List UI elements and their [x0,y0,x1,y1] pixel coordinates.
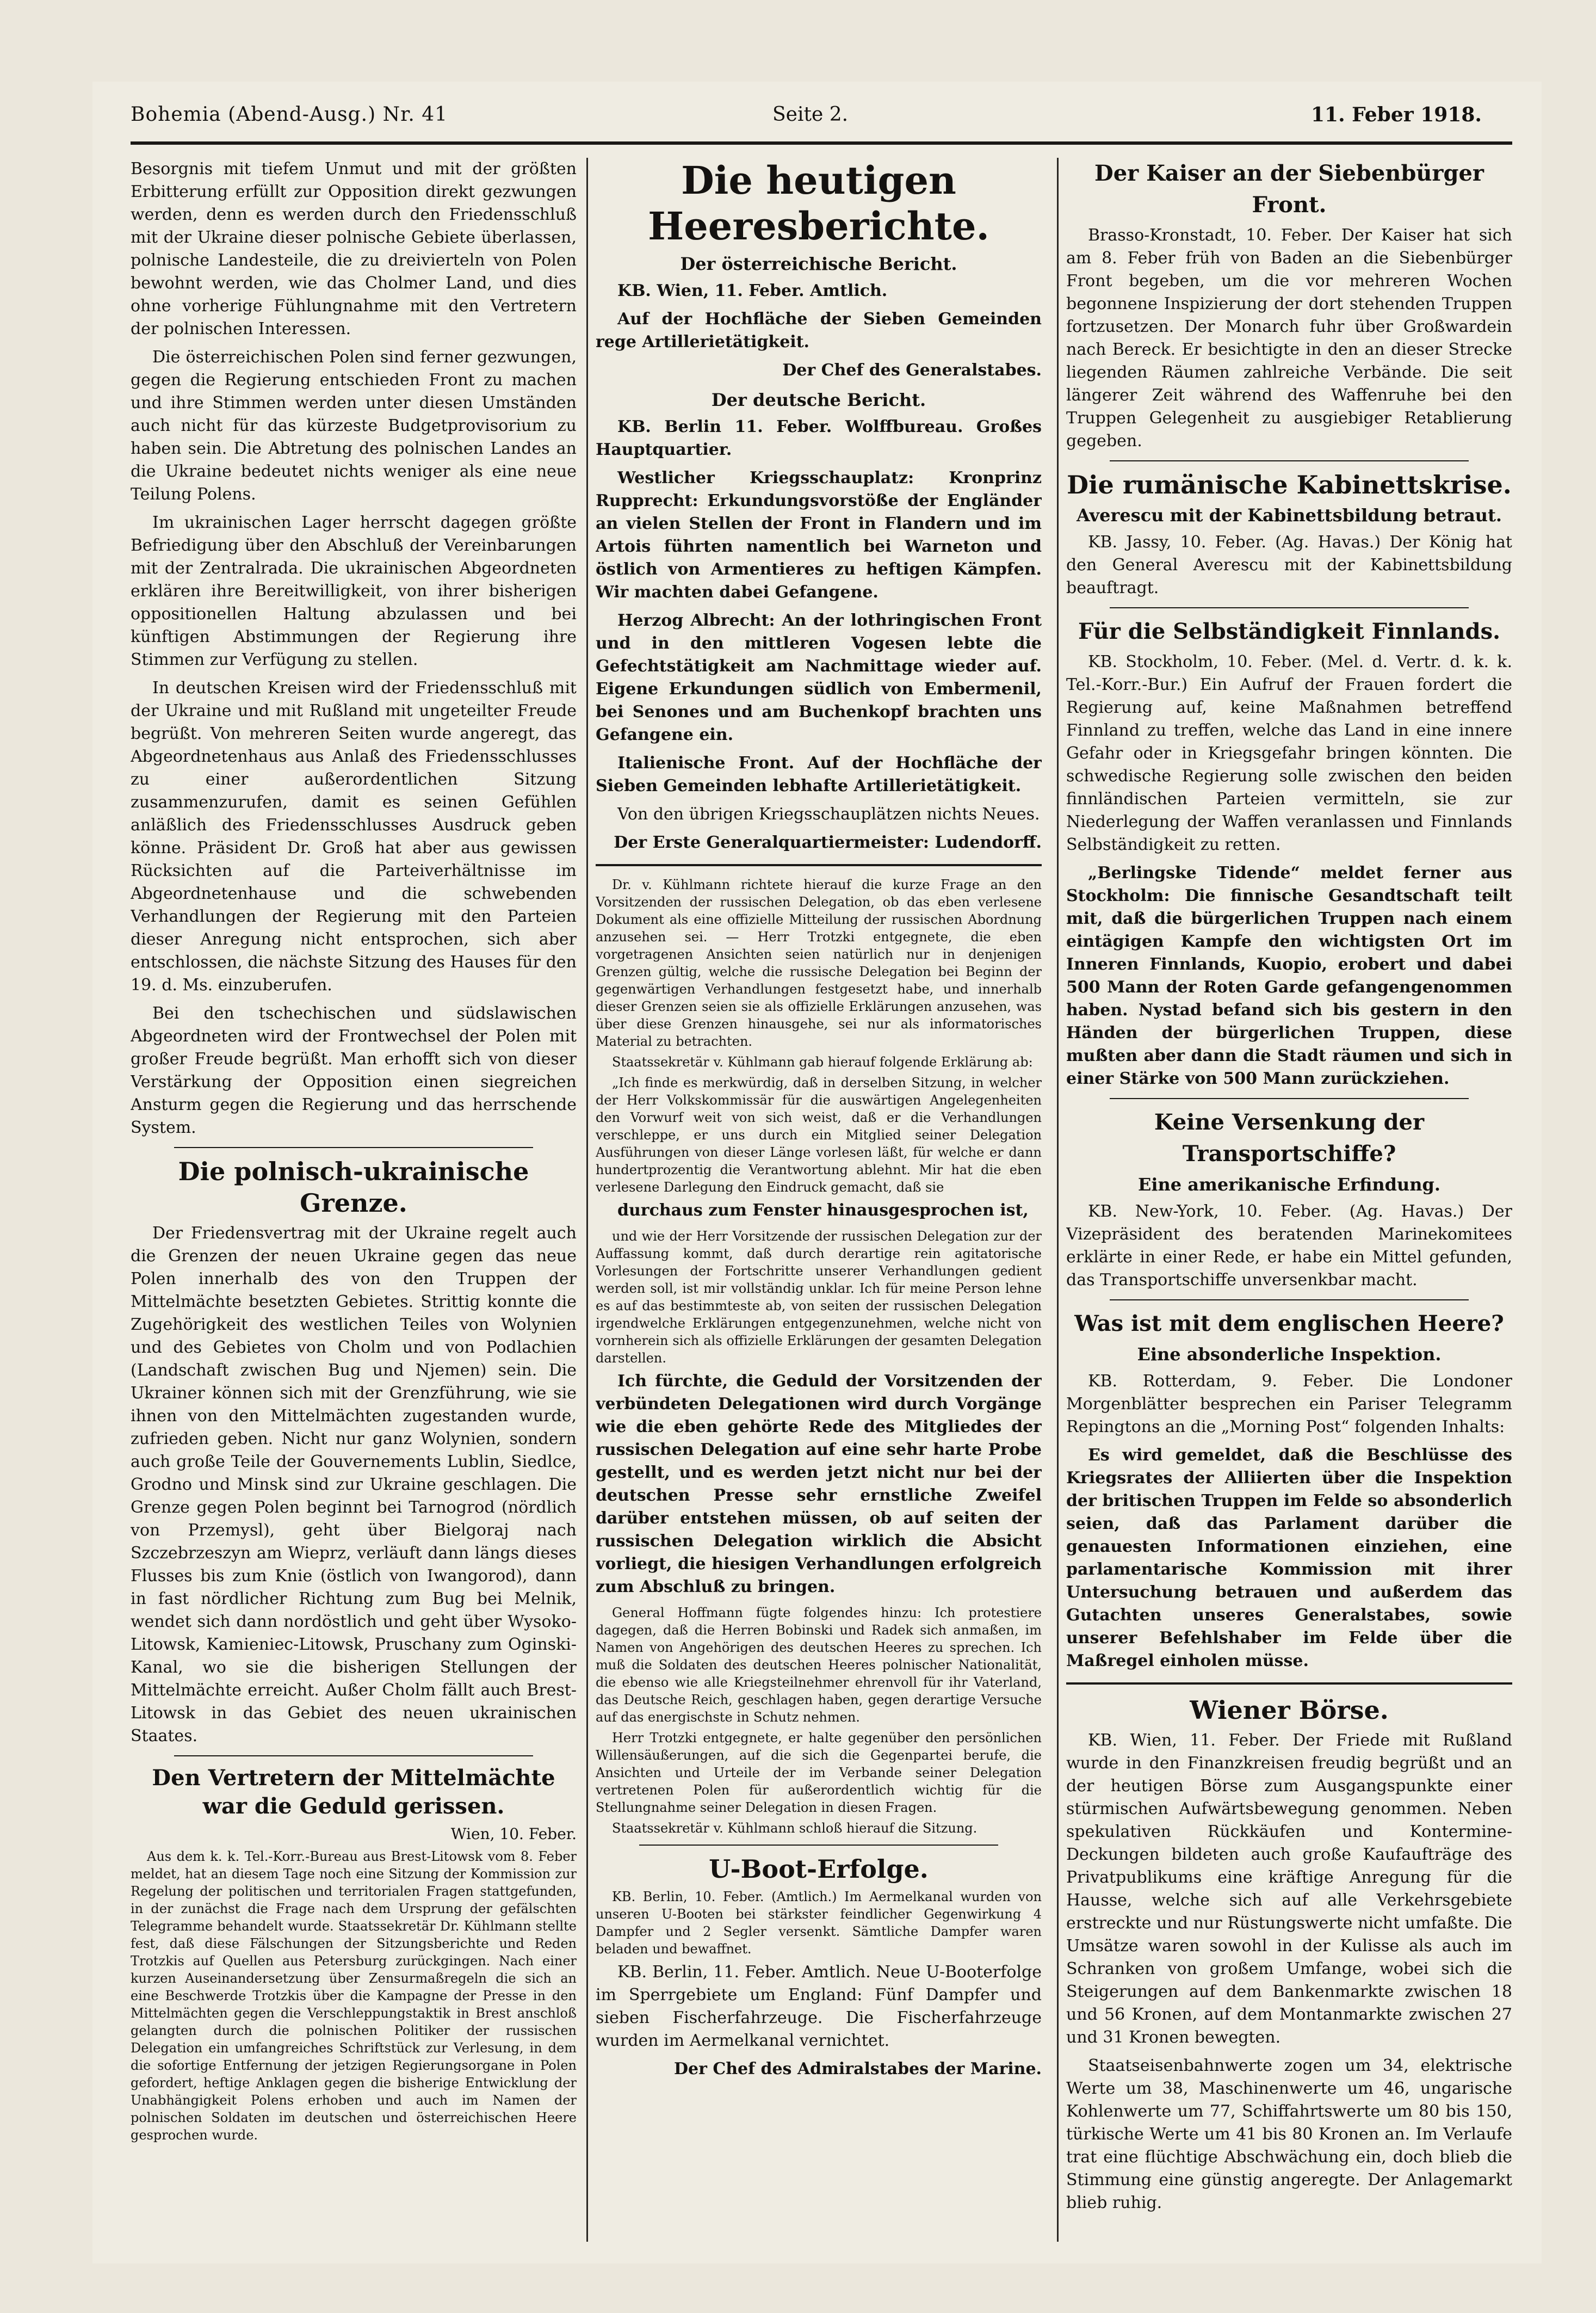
article-small-paragraph: Staatssekretär v. Kühlmann schloß hierauf die Sitzung. [612,1821,978,1836]
article-paragraph: Von den übrigen Kriegsschauplätzen nichts Neues. [617,805,1040,824]
article-paragraph: Staatseisenbahnwerte zogen um 34, elektrische Werte um 38, Maschinenwerte um 46, ungarische Kohlenwerte um 77, Schiffahrtswerte um 80 bis 150, türkische Werte um 41 bis 80 Kronen an. Im Verlaufe trat eine flüchtige Abschwächung ein, doch blieb die Stimmung eine günstig angeregte. Der Anlagemarkt blieb ruhig. [1066,2056,1512,2212]
article-paragraph: KB. Berlin, 11. Feber. Amtlich. Neue U-Booterfolge im Sperrgebiete um England: Fünf Dampfer und sieben Fischerfahrzeuge. Die Fischerfahrzeuge wurden im Aermelkanal vernichtet. [596,1963,1042,2050]
article-paragraph: Im ukrainischen Lager herrscht dagegen größte Befriedigung über den Abschluß der Vereinbarungen mit der Zentralrada. Die ukrainischen Abgeordneten erklären ihre Bereitwilligkeit, von ihrer bisherigen oppositionellen Haltung abzulassen und bei künftigen Abstimmungen der Regierung ihre Stimmen zur Verfügung zu stellen. [131,513,577,669]
section-divider [1110,607,1469,608]
section-divider [174,1755,533,1756]
section-divider [639,1845,998,1846]
article-small-paragraph: Herr Trotzki entgegnete, er halte gegenüber den persönlichen Willensäußerungen, auf die sich die Gegenpartei berufe, die Ansichten und Urteile der im Verbande seiner Delegation vertretenen Polen für außerordentlich wichtig für die Stellungnahme seiner Delegation in diesen Fragen. [596,1730,1042,1815]
article-paragraph: Italienische Front. Auf der Hochfläche der Sieben Gemeinden lebhafte Artillerietätigkeit. [596,754,1042,795]
signature: Der Chef des Generalstabes. [782,361,1042,380]
headline-patience-lost: Den Vertretern der Mittelmächte war die Geduld gerissen. [152,1765,555,1819]
headline-uboat-successes: U-Boot-Erfolge. [709,1854,929,1884]
section-divider [1110,1299,1469,1300]
column-divider [1057,158,1059,2242]
column-right [1066,158,1512,2242]
article-paragraph: KB. Stockholm, 10. Feber. (Mel. d. Vertr. d. k. k. Tel.-Korr.-Bur.) Ein Aufruf der Frauen fordert die Regierung auf, keine Maßnahmen betreffend Finnland zu treffen, welche das Land in eine innere Gefahr oder in Kriegsgefahr bringen könnten. Die schwedische Regierung solle zwischen den beiden finnländischen Parteien vermitteln, sie zur Niederlegung der Waffen veranlassen und Finnlands Selbständigkeit zu retten. [1066,652,1512,854]
subheadline-american-invention: Eine amerikanische Erfindung. [1137,1174,1441,1195]
headline-vienna-stock-exchange: Wiener Börse. [1190,1695,1389,1725]
header-rule [131,141,1512,145]
headline-english-army: Was ist mit dem englischen Heere? [1074,1311,1504,1336]
article-paragraph: In deutschen Kreisen wird der Friedensschluß mit der Ukraine und mit Rußland mit ungeteilter Freude begrüßt. Von mehreren Seiten wurde angeregt, das Abgeordnetenhaus aus Anlaß des Friedensschlusses zu einer außerordentlichen Sitzung zusammenzurufen, damit es seinen Gefühlen anläßlich des Friedensschlusses Ausdruck geben könne. Präsident Dr. Groß hat aber aus gewissen Rücksichten auf die Parteiverhältnisse im Abgeordnetenhause und die schwebenden Verhandlungen der Regierung mit den Parteien dieser Anregung nicht entsprochen, sich aber entschlossen, die nächste Sitzung des Hauses für den 19. d. Ms. einzuberufen. [131,679,577,995]
column-middle [596,158,1042,2242]
header-page-number: Seite 2. [772,103,849,126]
section-divider [596,864,1042,866]
article-paragraph: „Berlingske Tidende“ meldet ferner aus Stockholm: Die finnische Gesandtschaft teilt mit, daß die bürgerlichen Truppen nach einem eintägigen Kampfe den wichtigsten Ort im Inneren Finnlands, Kuopio, erobert und dabei 500 Mann der Roten Garde gefangengenommen haben. Nystad befand sich bis gestern in den Händen der bürgerlichen Truppen, diese mußten aber dann die Stadt räumen und sich in einer Stärke von 500 Mann zurückziehen. [1066,863,1512,1088]
section-divider [1066,1682,1512,1685]
article-small-paragraph: Aus dem k. k. Tel.-Korr.-Bureau aus Brest-Litowsk vom 8. Feber meldet, hat an diesem Tage noch eine Sitzung der Kommission zur Regelung der politischen und territorialen Fragen stattgefunden, in der zunächst die Frage nach dem Ursprung der gefälschten Telegramme behandelt wurde. Staatssekretär Dr. Kühlmann stellte fest, daß diese Fälschungen der Sitzungsberichte und Reden Trotzkis auf Quellen aus Petersburg zurückgingen. Nach einer kurzen Auseinandersetzung über Zensurmaßregeln die sich an eine Beschwerde Trotzkis über die Kampagne der Presse in den Mittelmächten gegen die Verschleppungstaktik in Brest anschloß gelangten durch die polnischen Politiker der russischen Delegation ein umfangreiches Schriftstück zur Verlesung, in dem die sofortige Entfernung der jetzigen Regierungsorgane in Polen gefordert, heftige Anklagen gegen die bisherige Entwicklung der Unabhängigkeit Polens erhoben und auch im Namen der polnischen Soldaten im deutschen und österreichischen Heere gesprochen wurde. [131,1849,577,2143]
signature: Der Chef des Admiralstabes der Marine. [674,2059,1042,2078]
article-paragraph: Herzog Albrecht: An der lothringischen Front und in den mittleren Vogesen lebte die Gefechtstätigkeit am Nachmittage wieder auf. Eigene Erkundungen südlich von Embermenil, bei Senones und am Buchenkopf brachten uns Gefangene ein. [596,611,1042,744]
article-paragraph: Brasso-Kronstadt, 10. Feber. Der Kaiser hat sich am 8. Feber früh von Baden an die Siebenbürger Front begeben, um die vor mehreren Wochen begonnene Inspizierung der dort stehenden Truppen fortzusetzen. Der Monarch fuhr über Großwardein nach Bereck. Er besichtigte in den an dieser Strecke liegenden Räumen zahlreiche Verbände. Die seit längerer Zeit während des Waffenruhe bei den Truppen Gelegenheit zu ausgiebiger Retablierung gegeben. [1066,226,1512,451]
article-small-paragraph: General Hoffmann fügte folgendes hinzu: Ich protestiere dagegen, daß die Herren Bobinski und Radek sich anmaßen, im Namen von Angehörigen des deutschen Heeres zu sprechen. Ich muß die Soldaten des deutschen Heeres polnischer Nationalität, die ebenso wie alle Kriegsteilnehmer ehrenvoll für ihr Vaterland, das Deutsche Reich, geschlagen haben, gegen derartige Versuche auf das energischste in Schutz nehmen. [596,1605,1042,1725]
article-paragraph: Auf der Hochfläche der Sieben Gemeinden rege Artillerietätigkeit. [596,310,1042,351]
header-publication: Bohemia (Abend-Ausg.) Nr. 41 [131,103,448,126]
article-paragraph: Westlicher Kriegsschauplatz: Kronprinz Rupprecht: Erkundungsvorstöße der Engländer an vielen Stellen der Front in Flandern und im Artois führten namentlich bei Warneton und östlich von Armentieres zu heftigen Kämpfen. Wir machten dabei Gefangene. [596,468,1042,602]
article-small-paragraph: Staatssekretär v. Kühlmann gab hierauf folgende Erklärung ab: [612,1054,1033,1070]
article-paragraph: Es wird gemeldet, daß die Beschlüsse des Kriegsrates der Alliierten über die Inspektion der britischen Truppen im Felde so absonderlich seien, daß das Parlament darüber die genauesten Informationen einziehen, eine parlamentarische Kommission mit ihrer Untersuchung betrauen und außerdem das Gutachten unseres Generalstabes, sowie unserer Befehlshaber im Felde über die Maßregel einholen müsse. [1066,1446,1512,1670]
article-paragraph: Ich fürchte, die Geduld der Vorsitzenden der verbündeten Delegationen wird durch Vorgänge wie die eben gehörte Rede des Mitgliedes der russischen Delegation auf eine sehr harte Probe gestellt, und es werden jetzt nicht nur bei der deutschen Presse sehr ernstliche Zweifel darüber entstehen müssen, ob auf seiten der russischen Delegation wirklich die Absicht vorliegt, die hiesigen Verhandlungen erfolgreich zum Abschluß zu bringen. [596,1372,1042,1596]
article-small-paragraph: „Ich finde es merkwürdig, daß in derselben Sitzung, in welcher der Herr Volkskommissär für die auswärtigen Angelegenheiten den Vorwurf weit von sich weist, daß er die Verhandlungen verschleppe, er uns durch ein Mitglied seiner Delegation Ausführungen von dieser Länge vorlesen läßt, für welche er dann hundertprozentig die Verantwortung ablehnt. Mir hat die eben verlesene Darlegung den Eindruck gemacht, daß sie [596,1075,1042,1195]
headline-army-reports: Die heutigen Heeresberichte. [648,158,989,249]
article-paragraph: KB. Rotterdam, 9. Feber. Die Londoner Morgenblätter besprechen ein Pariser Telegramm Repingtons an die „Morning Post“ folgenden Inhalts: [1066,1372,1512,1436]
article-small-paragraph: Dr. v. Kühlmann richtete hierauf die kurze Frage an den Vorsitzenden der russischen Delegation, ob das eben verlesene Dokument als eine offizielle Mitteilung der russischen Abordnung anzusehen sei. — Herr Trotzki entgegnete, die eben vorgetragenen Ansichten seien natürlich nur in denjenigen Grenzen gültig, welche die russische Delegation bei Beginn der gegenwärtigen Verhandlungen festgesetzt habe, und innerhalb dieser Grenzen seien sie als offizielle Erklärungen anzusehen, was über diese Grenzen hinausgehe, sei nur als informatorisches Material zu betrachten. [596,877,1042,1049]
article-paragraph: KB. Wien, 11. Feber. Der Friede mit Rußland wurde in den Finanzkreisen freudig begrüßt und an der heutigen Börse zum Ausgangspunkte einer stürmischen Aufwärtsbewegung genommen. Neben spekulativen Rückkäufen und Kontermine-Deckungen bildeten auch große Kaufaufträge des Privatpublikums eine kräftige Anregung für die Hausse, welche sich auf alle Verkehrsgebiete erstreckte und nur Rüstungswerte nicht umfaßte. Die Umsätze waren sowohl in der Kulisse als auch im Schranken von großem Umfange, wobei sich die Steigerungen auf dem Bankenmarkte zwischen 18 und 56 Kronen, auf dem Montanmarkte zwischen 27 und 31 Kronen bewegten. [1066,1731,1512,2047]
article-paragraph: KB. Jassy, 10. Feber. (Ag. Havas.) Der König hat den General Averescu mit der Kabinettsbildung beauftragt. [1066,533,1512,597]
column-divider [586,158,588,2242]
headline-emperor-front: Der Kaiser an der Siebenbürger Front. [1094,161,1484,218]
subheadline-austrian-report: Der österreichische Bericht. [680,254,957,274]
section-divider [174,1147,533,1148]
article-paragraph: KB. Wien, 11. Feber. Amtlich. [617,281,888,300]
header-date: 11. Feber 1918. [1311,103,1482,126]
article-small-paragraph: KB. Berlin, 10. Feber. (Amtlich.) Im Aermelkanal wurden von unseren U-Booten bei stärkster feindlicher Gegenwirkung 4 Dampfer und 2 Segler versenkt. Sämtliche Dampfer waren beladen und bewaffnet. [596,1889,1042,1957]
dateline: Wien, 10. Feber. [450,1825,577,1843]
article-small-paragraph: und wie der Herr Vorsitzende der russischen Delegation zur der Auffassung kommt, daß durch derartige rein agitatorische Vorlesungen der Fortschritte unserer Verhandlungen gedient werden soll, ist mir vollständig unklar. Ich für meine Person lehne es auf das bestimmteste ab, von seiten der russischen Delegation irgendwelche Erklärungen entgegenzunehmen, welche nicht von vornherein sich als offizielle Erklärungen der gesamten Delegation darstellen. [596,1229,1042,1366]
subheadline-inspection: Eine absonderliche Inspektion. [1137,1344,1442,1365]
article-paragraph: Besorgnis mit tiefem Unmut und mit der größten Erbitterung erfüllt zur Opposition direkt gezwungen werden, denn es werden durch den Friedensschluß mit der Ukraine dieser polnische Gebiete überlassen, polnische Landesteile, die zu dreivierteln von Polen bewohnt werden, wie das Cholmer Land, und dies ohne vorherige Fühlungnahme mit den Vertretern der polnischen Interessen. [131,159,577,338]
page-header [92,82,1542,147]
article-paragraph: KB. New-York, 10. Feber. (Ag. Havas.) Der Vizepräsident des beratenden Marinekomitees erklärte in einer Rede, er habe ein Mittel gefunden, das Transportschiffe unversenkbar macht. [1066,1202,1512,1290]
article-paragraph: KB. Berlin 11. Feber. Wolffbureau. Großes Hauptquartier. [596,417,1042,459]
article-paragraph: Die österreichischen Polen sind ferner gezwungen, gegen die Regierung entschieden Front zu machen und ihre Stimmen werden unter diesen Umständen auch nicht für das kürzeste Budgetprovisorium zu haben sein. Die Abtretung des polnischen Landes an die Ukraine bedeutet nichts weniger als eine neue Teilung Polens. [131,348,577,504]
headline-finland-independence: Für die Selbständigkeit Finnlands. [1078,619,1501,644]
article-paragraph: Bei den tschechischen und südslawischen Abgeordneten wird der Frontwechsel der Polen mit großer Freude begrüßt. Man erhofft sich von dieser Verstärkung der Opposition einen siegreichen Ansturm gegen die Regierung und das herrschende System. [131,1004,577,1137]
signature: Der Erste Generalquartiermeister: Ludendorff. [614,833,1042,852]
headline-transport-ships: Keine Versenkung der Transportschiffe? [1154,1109,1425,1167]
headline-romanian-cabinet-crisis: Die rumänische Kabinettskrise. [1067,470,1512,499]
article-paragraph: durchaus zum Fenster hinausgesprochen ist, [617,1201,1029,1220]
column-left [131,158,577,2242]
subheadline-averescu: Averescu mit der Kabinettsbildung betraut. [1077,505,1502,526]
subheadline-german-report: Der deutsche Bericht. [711,390,926,410]
article-paragraph: Der Friedensvertrag mit der Ukraine regelt auch die Grenzen der neuen Ukraine gegen das neue Polen innerhalb des von den Truppen der Mittelmächte besetzten Gebietes. Strittig konnte die Zugehörigkeit des westlichen Teiles von Wolynien und des Gebietes von Cholm und von Podlachien (Landschaft zwischen Bug und Njemen) sein. Die Ukrainer können sich mit der Grenzführung, wie sie ihnen von den Mittelmächten zugestanden wurde, zufrieden geben. Nicht nur ganz Wolynien, sondern auch große Teile der Gouvernements Lublin, Siedlce, Grodno und Minsk sind zur Ukraine geschlagen. Die Grenze gegen Polen beginnt bei Tarnogrod (nördlich von Przemysl), geht über Bielgoraj nach Szczebrzeszyn am Wieprz, verläuft dann längs dieses Flusses bis zum Knie (östlich von Iwangorod), dann in fast nördlicher Richtung zum Bug bei Melnik, wendet sich dann nordöstlich und geht über Wysoko-Litowsk, Kamieniec-Litowsk, Pruschany zum Oginski-Kanal, wo sie die bisherigen Stellungen der Mittelmächte erreicht. Außer Cholm fällt auch Brest-Litowsk in das Gebiet des neuen ukrainischen Staates. [131,1224,577,1745]
section-divider [1110,460,1469,461]
newspaper-page [92,82,1542,2263]
headline-polish-ukrainian-border: Die polnisch-ukrainische Grenze. [178,1157,529,1218]
section-divider [1110,1098,1469,1099]
